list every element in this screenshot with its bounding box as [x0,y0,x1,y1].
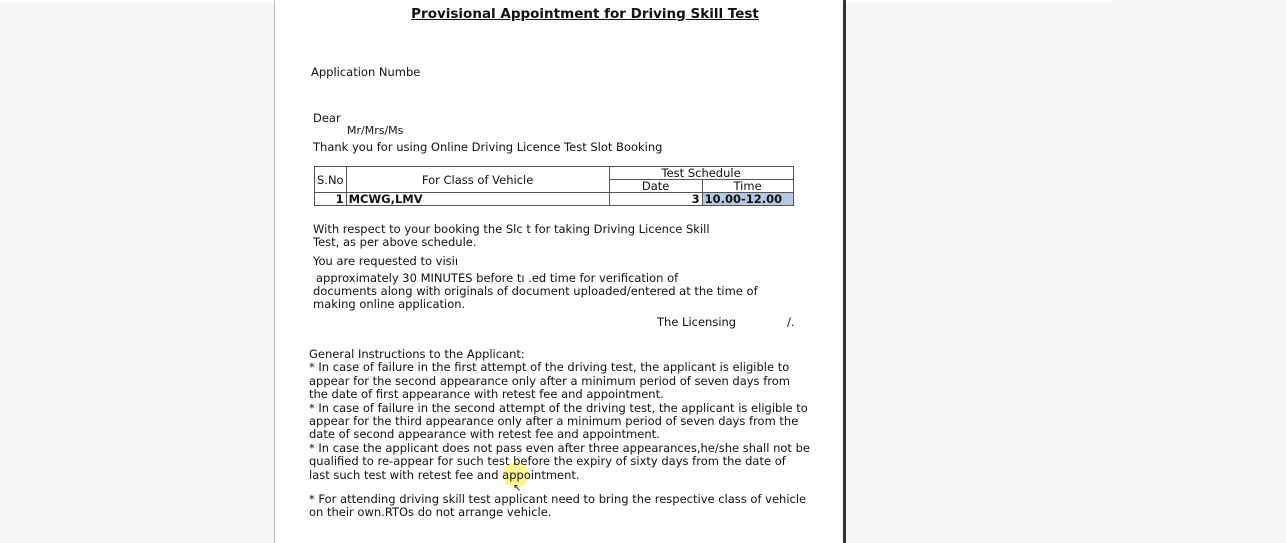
instructions-heading: General Instructions to the Applicant: [309,347,525,361]
application-number-label: Application Numbе [311,65,421,79]
header-sno: S.No [315,167,347,193]
instruction-line: appear for the second appearance only after a minimum period of seven days from [309,373,790,388]
para1-line1: With respect to your booking the Slс t for taking Driving Licence Skill [313,222,710,236]
schedule-table [314,166,794,206]
header-date: Date [609,180,702,193]
cell-class: MCWG,LMV [346,193,609,206]
header-time: Time [702,180,793,193]
instruction-line: * In case of failure in the second attempt of the driving test, the applicant is eligible to [309,400,808,415]
instruction-line: appear for the third appearance only after a minimum period of seven days from the [309,414,799,428]
final-line2: on their own.RTOs do not arrange vehicle. [309,505,552,519]
signoff-tail: /. [787,315,795,329]
table-row [315,193,794,206]
document-page [274,0,846,543]
cell-time[interactable]: 10.00-12.00 [702,193,793,206]
header-schedule: Test Schedule [609,167,793,180]
mouse-pointer-icon: ↖ [513,483,522,494]
thanks-text: Thank you for using Online Driving Licence Test Slot Booking [313,140,663,154]
header-class: For Class of Vehicle [346,167,609,193]
instruction-line: qualified to re-appear for such test before the expiry of sixty days from the date of [309,454,786,469]
cell-sno: 1 [315,193,347,206]
para2-line4: making online application. [313,297,466,311]
para2-line3: documents along with originals of document uploaded/entered at the time of [313,284,758,298]
instruction-line: last such test with retest fee and appointment. [309,467,580,482]
instruction-line: the date of first appearance with retest fee and appointment. [309,387,664,402]
final-line1: * For attending driving skill test applicant need to bring the respective class of vehicle [309,492,807,506]
signoff: The Licensing [657,315,737,329]
para1-line2: Test, as per above schedule. [313,235,477,249]
para2-line1: You are requested to visiı [313,254,459,268]
instruction-line: * In case the applicant does not pass even after three appearances,he/she shall not be [309,440,810,455]
salutation: Mr/Mrs/Ms [347,124,404,137]
instruction-line: * In case of failure in the first attempt of the driving test, the applicant is eligible to [309,360,790,375]
dear-text: Dear [313,111,341,125]
cell-date: 3 [609,193,702,206]
instruction-line: date of second appearance with retest fee and appointment. [309,427,660,442]
page-title: Provisional Appointment for Driving Skill Test [411,6,759,22]
para2-line2: approximately 30 MINUTES before tı .ed time for verification of [316,271,679,285]
